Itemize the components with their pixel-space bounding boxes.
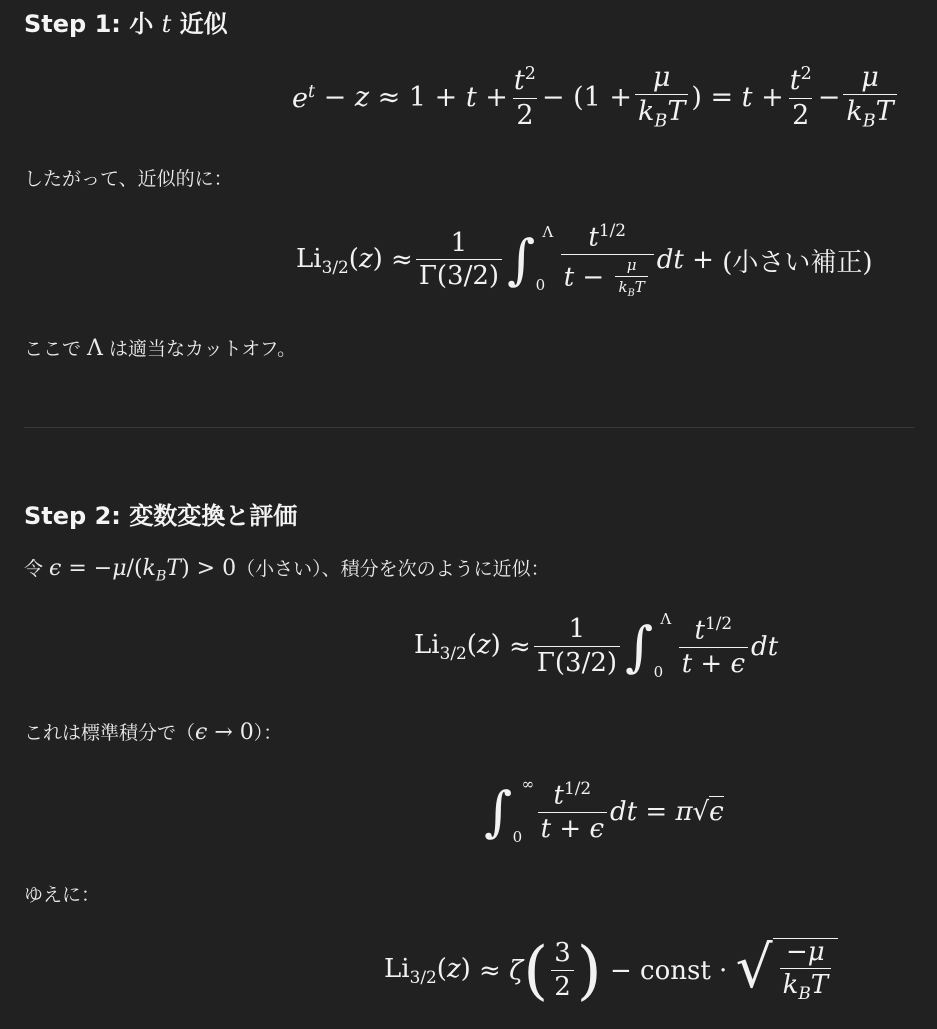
therefore-text-1: したがって、近似的に：: [24, 168, 233, 190]
intro-suffix: （小さい）、積分を次のように近似：: [236, 558, 550, 580]
equation-final: $Li_{3/2}(z)$ ≈ ζ ( $\frac{3}{2}$ ) − const · √ $\frac{-\mu}{k_BT}$: [384, 938, 838, 1003]
therefore-text-2: ゆえに：: [24, 884, 101, 906]
cutoff-prefix: ここで: [24, 338, 88, 360]
step2-heading: Step 2: 変数変換と評価: [24, 502, 298, 530]
standard-integral-text: これは標準積分で（ϵ → 0）：: [24, 720, 283, 745]
intro-prefix: 令: [24, 558, 50, 580]
equation-exp-expansion: $e^t$ − z ≈ 1 + t + $\frac{t^2}{2}$ − (1 + $\frac{\mu}{k_BT}$ ) = t + $\frac{t^2}{2}$ − $\frac{\mu}{k_BT}$: [292, 64, 900, 131]
cutoff-text: [24, 334, 296, 361]
intro-text: 令 $\epsilon = -\mu/(k_BT) > 0$（小さい）、積分を次のように近似：: [24, 556, 550, 585]
cutoff-symbol: Λ: [87, 336, 103, 361]
std-int-suffix: ）：: [253, 722, 283, 744]
small-correction-label: (小さい補正): [722, 247, 873, 278]
std-int-prefix: これは標準積分で（: [24, 722, 196, 744]
equation-li-approx-1: $Li_{3/2}(z)$ ≈ $\frac{1}{\Gamma(3/2)}$ ∫ Λ 0 $t^{1/2}$ t − $\frac{\mu}{k_BT}$ dt + (小さい補正): [296, 220, 873, 299]
equation-li-approx-2: $Li_{3/2}(z)$ ≈ $\frac{1}{\Gamma(3/2)}$ ∫ Λ 0 $\frac{t^{1/2}}{t + \epsilon}$ dt: [414, 609, 779, 681]
step1-heading: [24, 4, 228, 39]
step1-heading-var: t: [161, 10, 172, 38]
section-divider: [24, 427, 914, 428]
const-label: const: [640, 955, 711, 986]
step1-heading-text: Step 1: 小: [24, 10, 162, 38]
cutoff-suffix: は適当なカットオフ。: [102, 338, 297, 360]
step1-heading-suffix: 近似: [171, 10, 228, 38]
equation-standard-integral: ∫ ∞ 0 $\frac{t^{1/2}}{t + \epsilon}$ dt = π √ ϵ: [484, 774, 724, 846]
